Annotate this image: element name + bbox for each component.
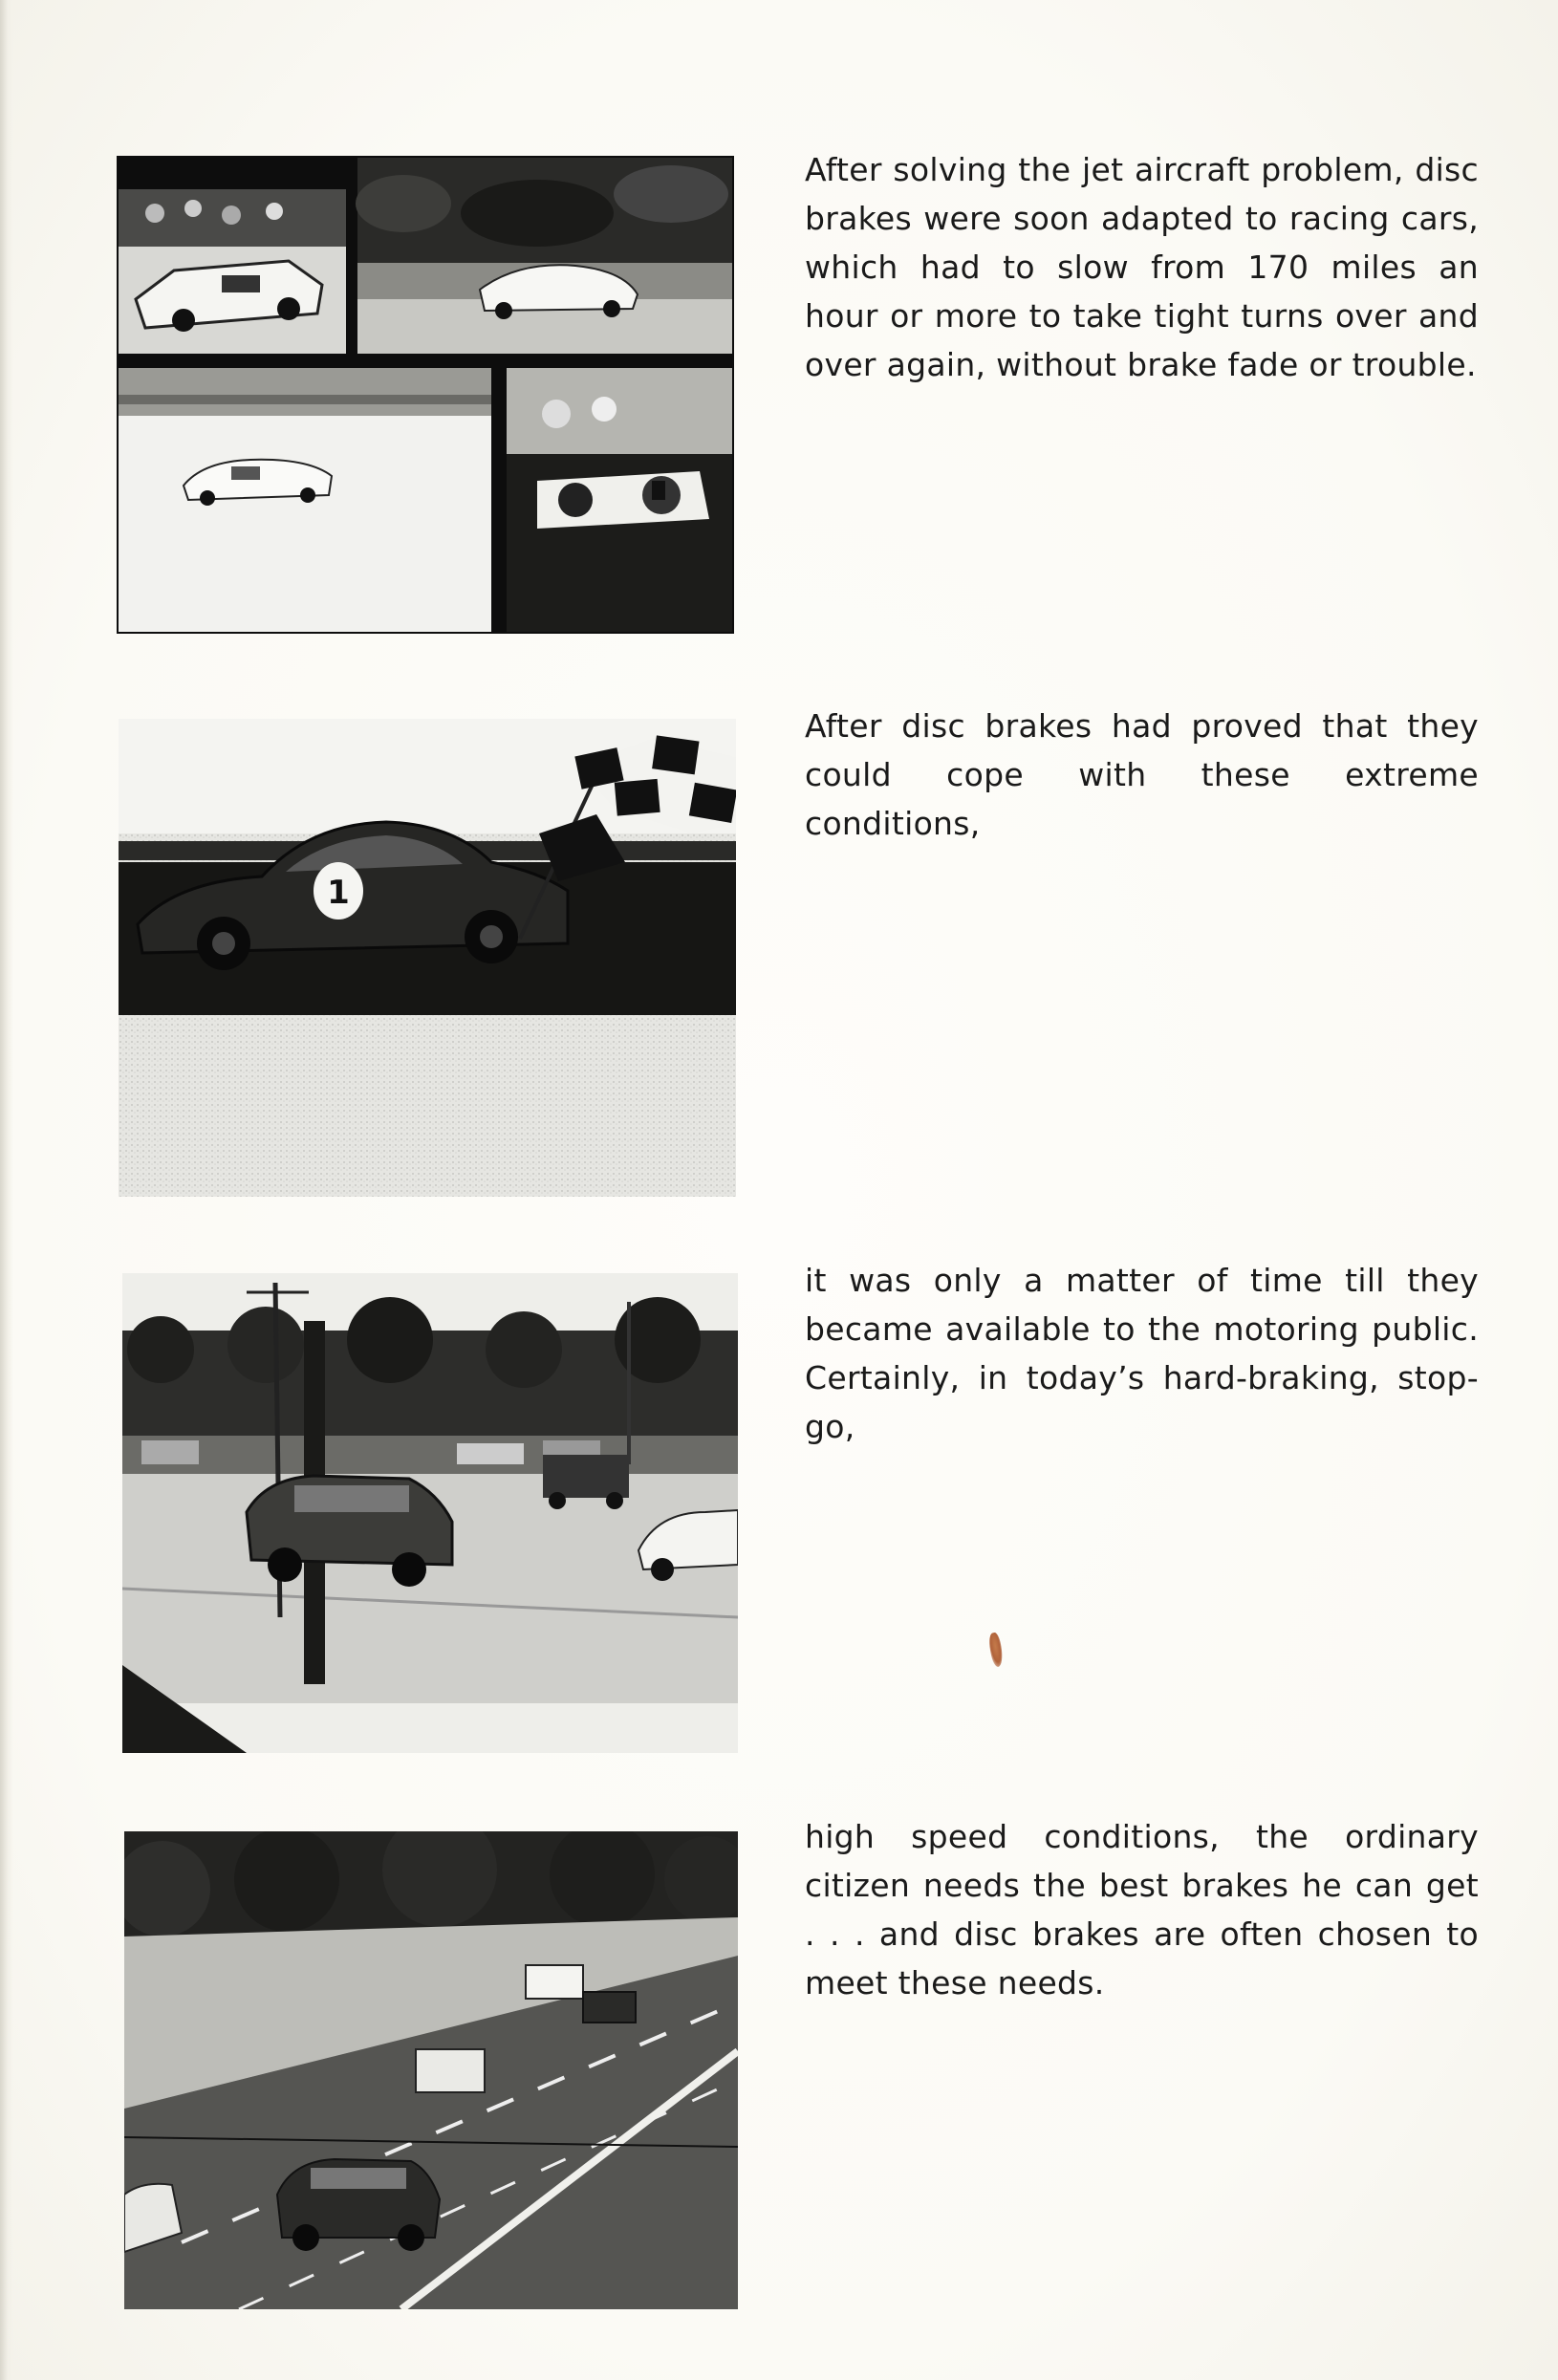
caption-racing-cars: After solving the jet aircraft problem, disc brakes were soon adapted to racing cars, which had to slow from 170 miles an hour or more to take tight turns over and over again, without brake fade or trouble. — [805, 151, 1479, 383]
caption-extreme-conditions: After disc brakes had proved that they could cope with these extreme conditions, — [805, 707, 1479, 842]
svg-text:1: 1 — [327, 874, 350, 912]
city-intersection-traffic-photo-icon — [122, 1273, 738, 1753]
caption-best-brakes: high speed conditions, the ordinary citizen needs the best brakes he can get . . . and disc brakes are often chosen to meet these needs. — [805, 1818, 1479, 2001]
paper-stain-mark — [987, 1632, 1005, 1668]
highway-traffic-photo — [124, 1831, 738, 2309]
city-intersection-traffic-photo — [122, 1273, 738, 1753]
highway-traffic-photo-icon — [124, 1831, 738, 2309]
racing-collage-photo — [117, 156, 734, 634]
checkered-flag-race-car-photo-icon — [119, 719, 736, 1197]
racing-collage-photo-icon — [117, 156, 734, 634]
checkered-flag-race-car-photo — [119, 719, 736, 1197]
page-edge-shadow — [0, 0, 13, 2380]
caption-motoring-public: it was only a matter of time till they became available to the motoring public. Certainly, in today’s hard-braking, stop-go, — [805, 1262, 1479, 1445]
